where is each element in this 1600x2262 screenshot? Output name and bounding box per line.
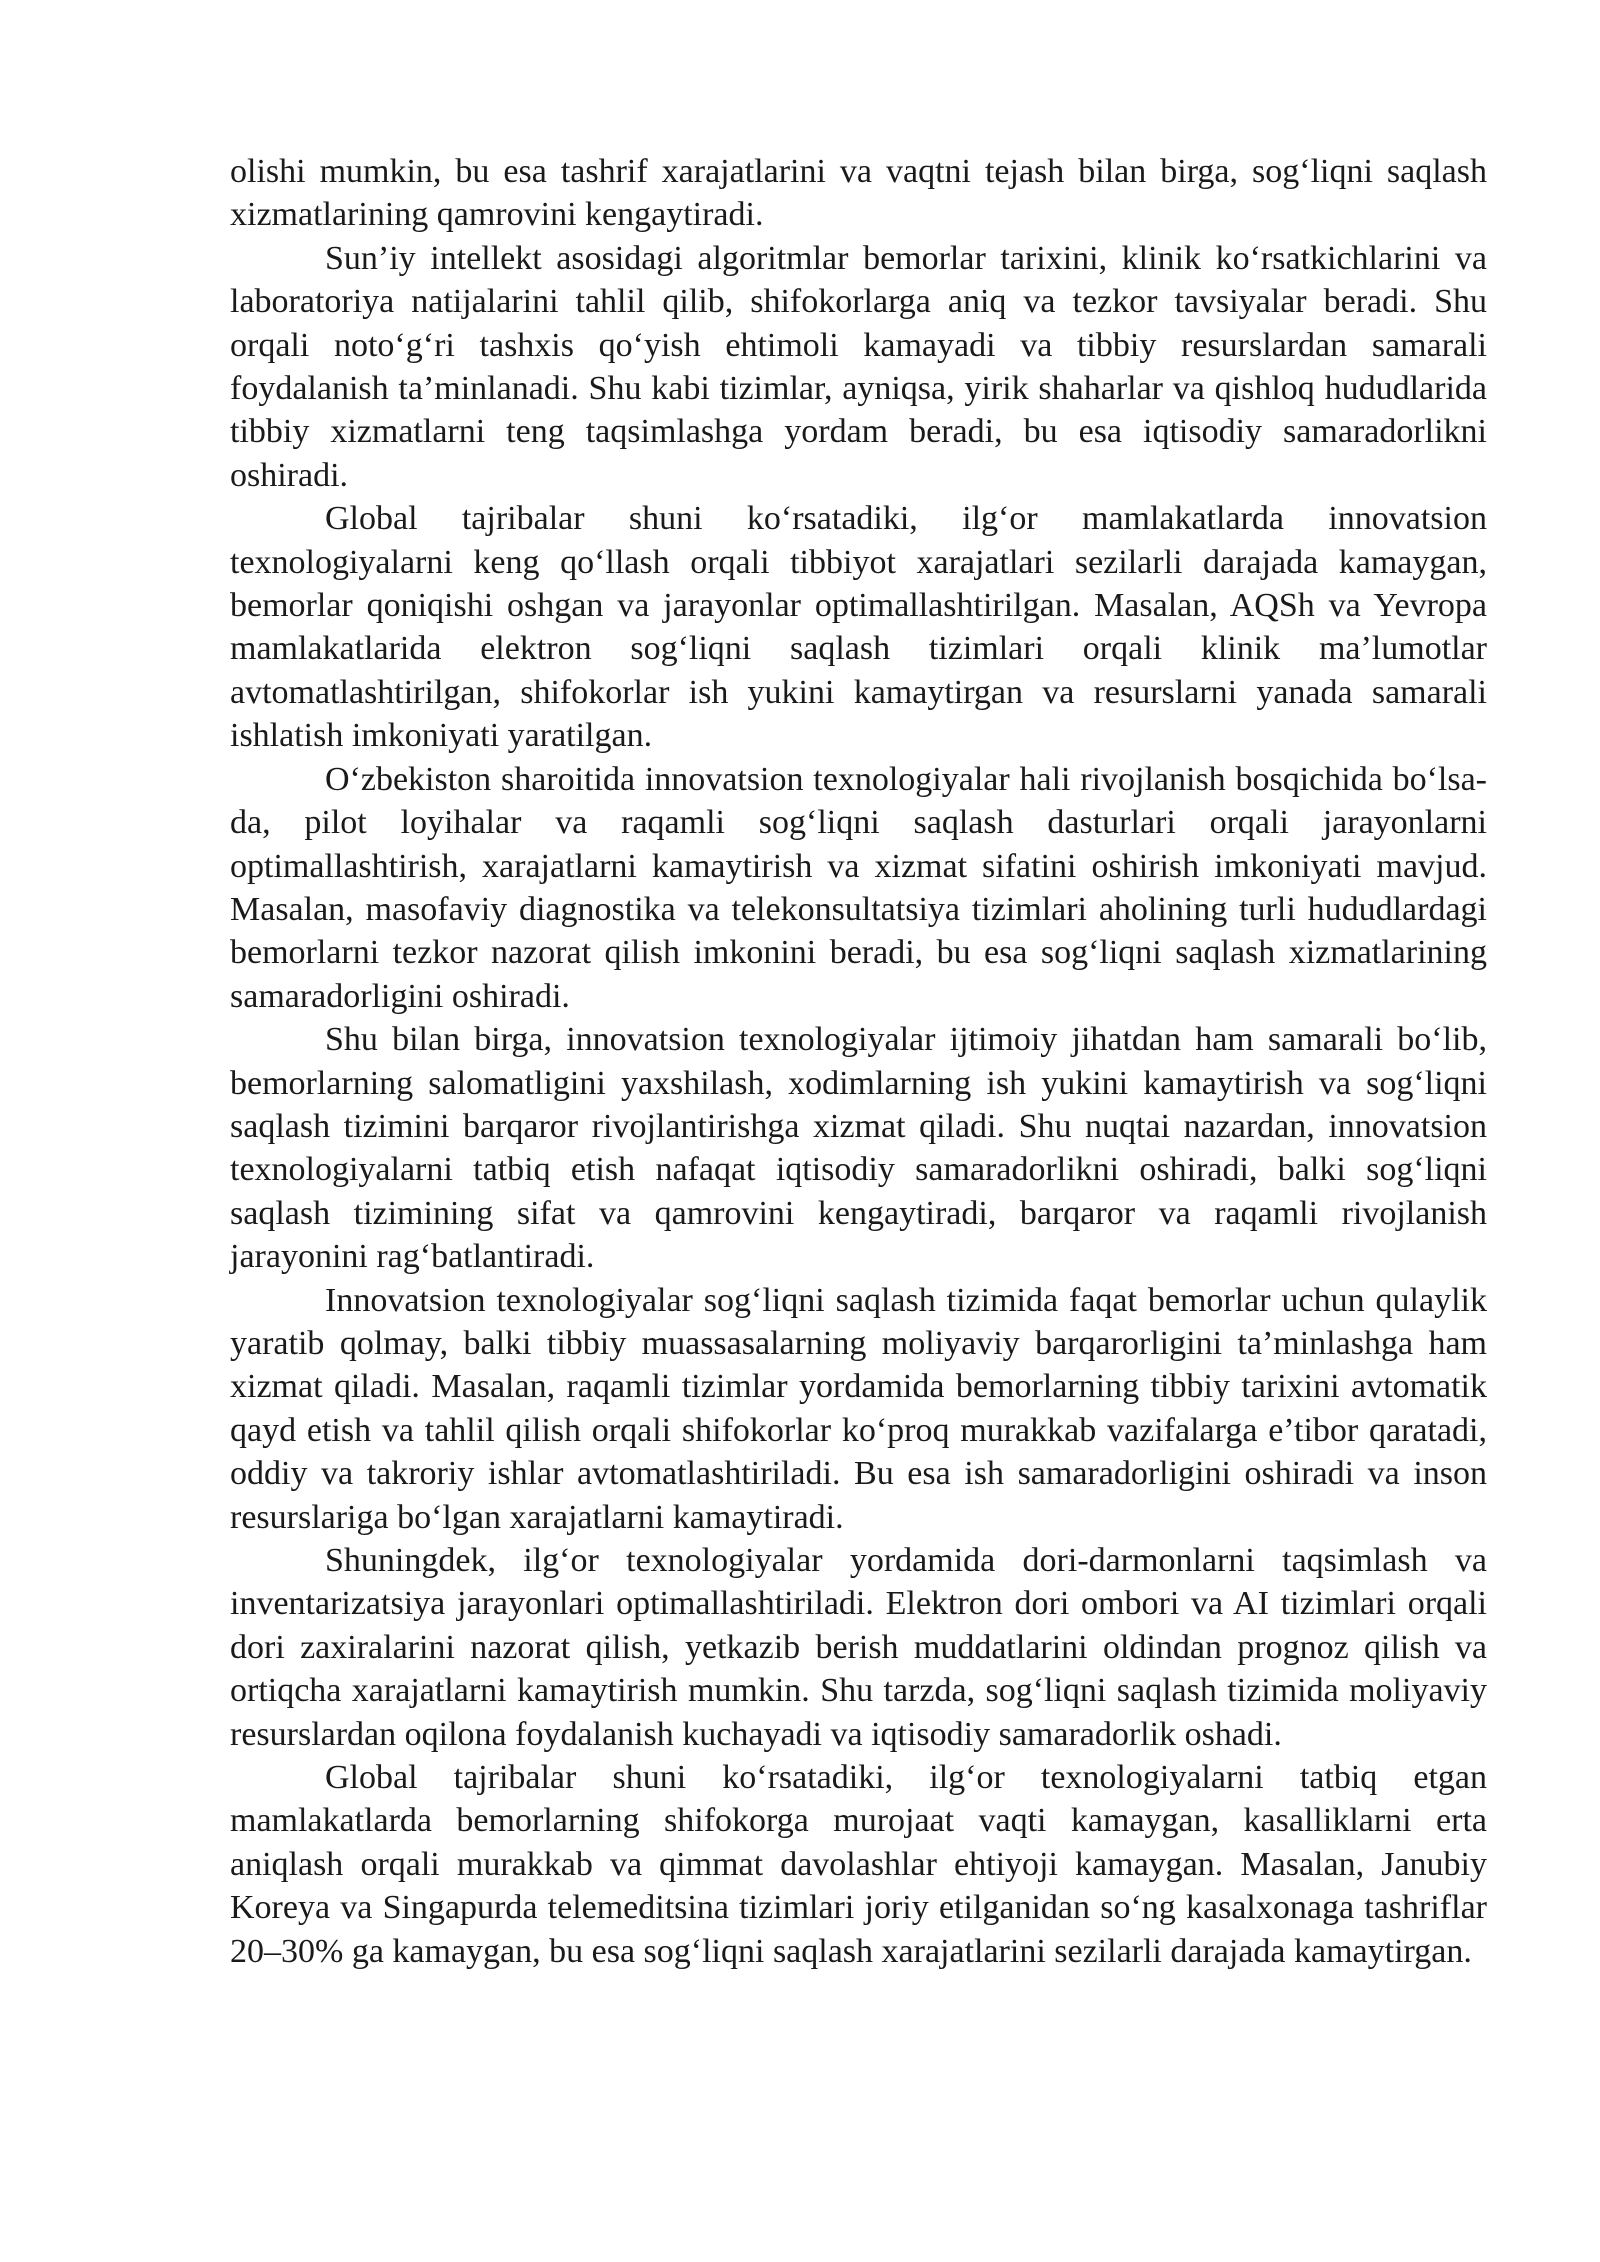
paragraph: olishi mumkin, bu esa tashrif xarajatlarini va vaqtni tejash bilan birga, sog‘liqni saqlash xizmatlarining qamrovini kengaytiradi. (230, 153, 1487, 234)
paragraph: Global tajribalar shuni ko‘rsatadiki, ilg‘or texnologiyalarni tatbiq etgan mamlakatlarda bemorlarning shifokorga murojaat vaqti kamaygan, kasalliklarni erta aniqlash orqali murakkab va qimmat davolashlar ehtiyoji kamaygan. Masalan, Janubiy Koreya va Singapurda telemeditsina tizimlari joriy etilganidan so‘ng kasalxonaga tashriflar 20–30% ga kamaygan, bu esa sog‘liqni saqlash xarajatlarini sezilarli darajada kamaytirgan. (230, 1759, 1487, 1970)
paragraph: Shu bilan birga, innovatsion texnologiyalar ijtimoiy jihatdan ham samarali bo‘lib, bemorlarning salomatligini yaxshilash, xodimlarning ish yukini kamaytirish va sog‘liqni saqlash tizimini barqaror rivojlantirishga xizmat qiladi. Shu nuqtai nazardan, innovatsion texnologiyalarni tatbiq etish nafaqat iqtisodiy samaradorlikni oshiradi, balki sog‘liqni saqlash tizimining sifat va qamrovini kengaytiradi, barqaror va raqamli rivojlanish jarayonini rag‘batlantiradi. (230, 1021, 1487, 1276)
paragraph: Global tajribalar shuni ko‘rsatadiki, ilg‘or mamlakatlarda innovatsion texnologiyalarni keng qo‘llash orqali tibbiyot xarajatlari sezilarli darajada kamaygan, bemorlar qoniqishi oshgan va jarayonlar optimallashtirilgan. Masalan, AQSh va Yevropa mamlakatlarida elektron sog‘liqni saqlash tizimlari orqali klinik ma’lumotlar avtomatlashtirilgan, shifokorlar ish yukini kamaytirgan va resurslarni yanada samarali ishlatish imkoniyati yaratilgan. (230, 500, 1487, 755)
paragraph: Innovatsion texnologiyalar sog‘liqni saqlash tizimida faqat bemorlar uchun qulaylik yaratib qolmay, balki tibbiy muassasalarning moliyaviy barqarorligini ta’minlashga ham xizmat qiladi. Masalan, raqamli tizimlar yordamida bemorlarning tibbiy tarixini avtomatik qayd etish va tahlil qilish orqali shifokorlar ko‘proq murakkab vazifalarga e’tibor qaratadi, oddiy va takroriy ishlar avtomatlashtiriladi. Bu esa ish samaradorligini oshiradi va inson resurslariga bo‘lgan xarajatlarni kamaytiradi. (230, 1281, 1487, 1536)
document-body (230, 150, 1487, 1973)
paragraph: Sun’iy intellekt asosidagi algoritmlar bemorlar tarixini, klinik ko‘rsatkichlarini va laboratoriya natijalarini tahlil qilib, shifokorlarga aniq va tezkor tavsiyalar beradi. Shu orqali noto‘g‘ri tashxis qo‘yish ehtimoli kamayadi va tibbiy resurslardan samarali foydalanish ta’minlanadi. Shu kabi tizimlar, ayniqsa, yirik shaharlar va qishloq hududlarida tibbiy xizmatlarni teng taqsimlashga yordam beradi, bu esa iqtisodiy samaradorlikni oshiradi. (230, 239, 1487, 494)
paragraph: Shuningdek, ilg‘or texnologiyalar yordamida dori-darmonlarni taqsimlash va inventarizatsiya jarayonlari optimallashtiriladi. Elektron dori ombori va AI tizimlari orqali dori zaxiralarini nazorat qilish, yetkazib berish muddatlarini oldindan prognoz qilish va ortiqcha xarajatlarni kamaytirish mumkin. Shu tarzda, sog‘liqni saqlash tizimida moliyaviy resurslardan oqilona foydalanish kuchayadi va iqtisodiy samaradorlik oshadi. (230, 1542, 1487, 1753)
paragraph: O‘zbekiston sharoitida innovatsion texnologiyalar hali rivojlanish bosqichida bo‘lsa-da, pilot loyihalar va raqamli sog‘liqni saqlash dasturlari orqali jarayonlarni optimallashtirish, xarajatlarni kamaytirish va xizmat sifatini oshirish imkoniyati mavjud. Masalan, masofaviy diagnostika va telekonsultatsiya tizimlari aholining turli hududlardagi bemorlarni tezkor nazorat qilish imkonini beradi, bu esa sog‘liqni saqlash xizmatlarining samaradorligini oshiradi. (230, 760, 1487, 1015)
